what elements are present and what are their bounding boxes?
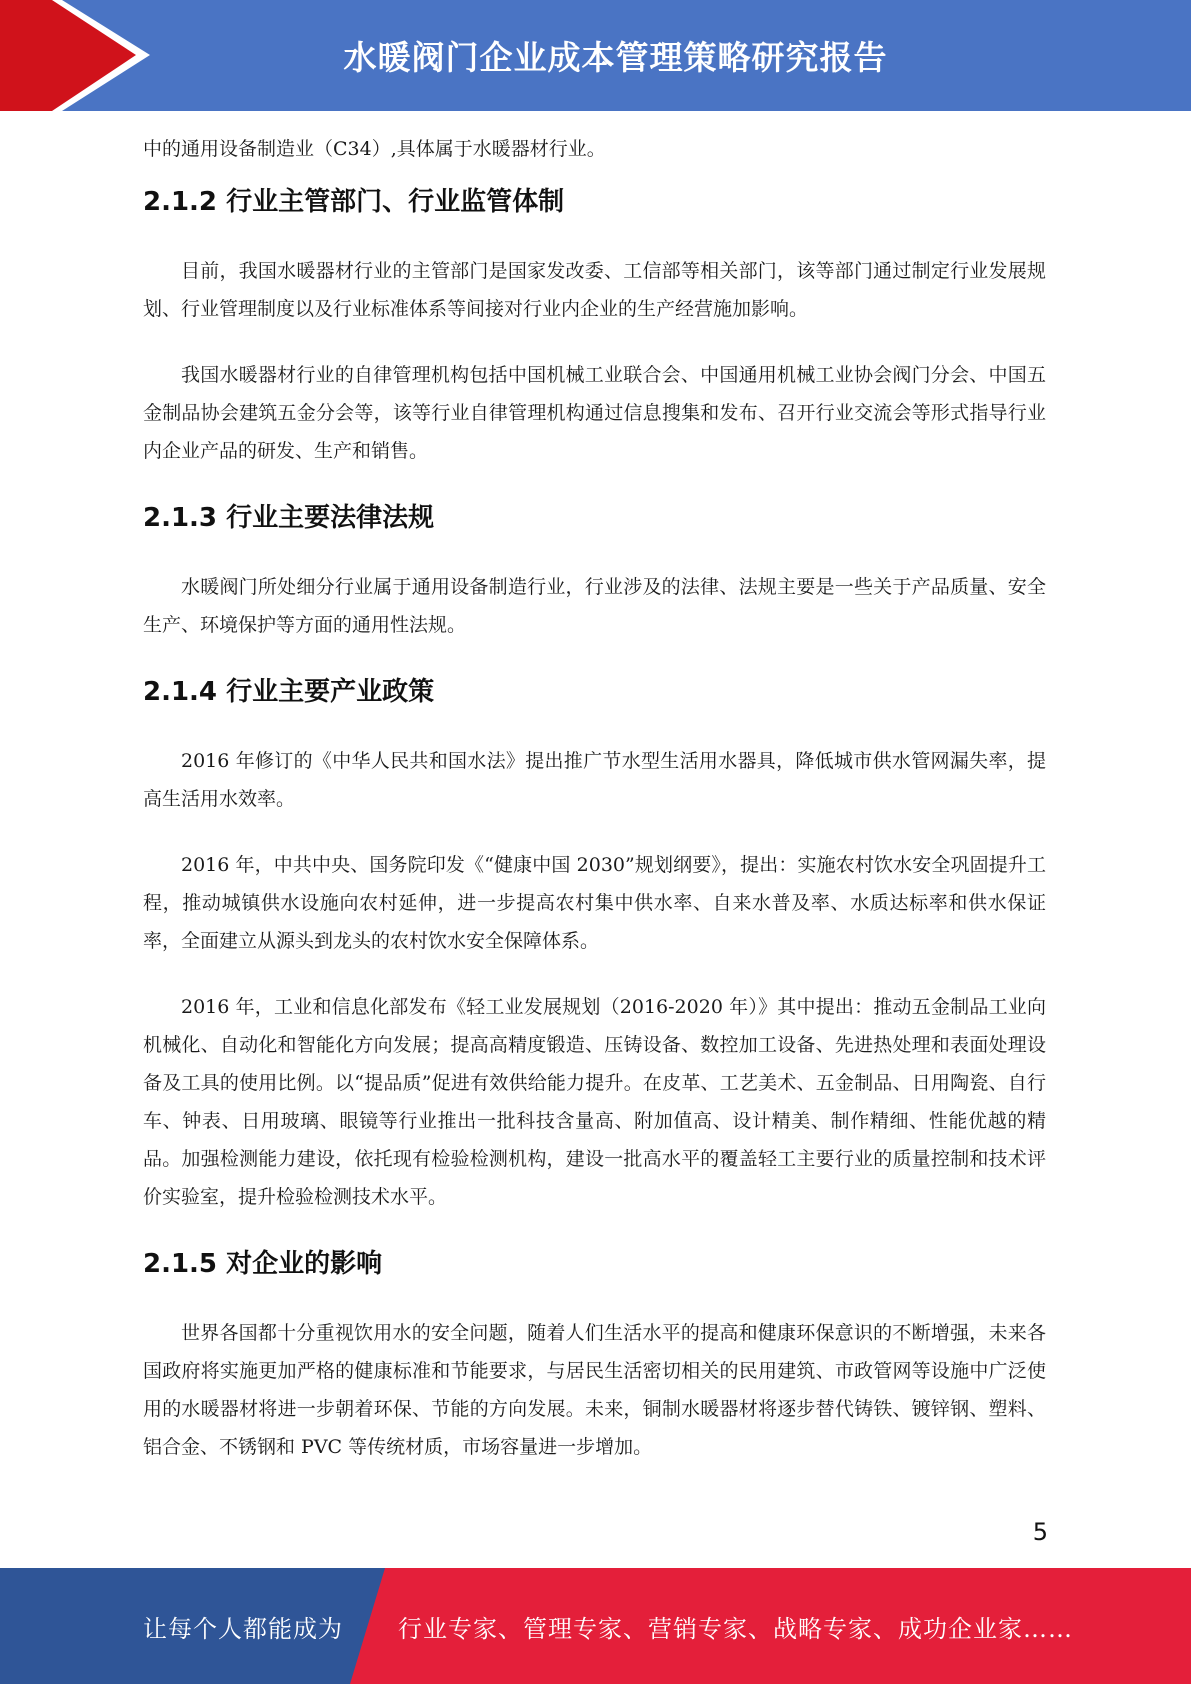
paragraph: 2016 年修订的《中华人民共和国水法》提出推广节水型生活用水器具，降低城市供水管网漏失率，提高生活用水效率。: [143, 750, 1046, 810]
paragraph: 水暖阀门所处细分行业属于通用设备制造行业，行业涉及的法律、法规主要是一些关于产品质量、安全生产、环境保护等方面的通用性法规。: [143, 576, 1046, 636]
paragraph: 我国水暖器材行业的自律管理机构包括中国机械工业联合会、中国通用机械工业协会阀门分会、中国五金制品协会建筑五金分会等，该等行业自律管理机构通过信息搜集和发布、召开行业交流会等形式指导行业内企业产品的研发、生产和销售。: [143, 364, 1046, 462]
page-footer: [0, 1568, 1191, 1684]
footer-slogan-left: 让每个人都能成为: [143, 1614, 343, 1643]
paragraph: 世界各国都十分重视饮用水的安全问题，随着人们生活水平的提高和健康环保意识的不断增强，未来各国政府将实施更加严格的健康标准和节能要求，与居民生活密切相关的民用建筑、市政管网等设施中广泛使用的水暖器材将进一步朝着环保、节能的方向发展。未来，铜制水暖器材将逐步替代铸铁、镀锌钢、塑料、铝合金、不锈钢和 PVC 等传统材质，市场容量进一步增加。: [143, 1322, 1046, 1458]
lead-text: 中的通用设备制造业（C34）,具体属于水暖器材行业。: [143, 138, 606, 160]
section-2-1-2: [143, 182, 1046, 470]
section-heading: 2.1.3 行业主要法律法规: [143, 503, 435, 533]
document-body: [143, 130, 1046, 1494]
section-2-1-4: [143, 672, 1046, 1216]
section-heading: 2.1.2 行业主管部门、行业监管体制: [143, 187, 565, 217]
page-number: 5: [1032, 1518, 1048, 1546]
paragraph: 目前，我国水暖器材行业的主管部门是国家发改委、工信部等相关部门，该等部门通过制定行业发展规划、行业管理制度以及行业标准体系等间接对行业内企业的生产经营施加影响。: [143, 260, 1046, 320]
page-header: [0, 0, 1191, 111]
paragraph: 2016 年，工业和信息化部发布《轻工业发展规划（2016-2020 年）》其中提出：推动五金制品工业向机械化、自动化和智能化方向发展；提高高精度锻造、压铸设备、数控加工设备、先进热处理和表面处理设备及工具的使用比例。以“提品质”促进有效供给能力提升。在皮革、工艺美术、五金制品、日用陶瓷、自行车、钟表、日用玻璃、眼镜等行业推出一批科技含量高、附加值高、设计精美、制作精细、性能优越的精品。加强检测能力建设，依托现有检验检测机构，建设一批高水平的覆盖轻工主要行业的质量控制和技术评价实验室，提升检验检测技术水平。: [143, 996, 1046, 1208]
section-2-1-5: [143, 1244, 1046, 1466]
report-title: 水暖阀门企业成本管理策略研究报告: [343, 38, 888, 77]
header-chevron-decoration: [0, 0, 160, 111]
footer-slogan-right: 行业专家、管理专家、营销专家、战略专家、成功企业家……: [398, 1614, 1073, 1643]
section-heading: 2.1.4 行业主要产业政策: [143, 677, 435, 707]
section-heading: 2.1.5 对企业的影响: [143, 1249, 383, 1279]
section-2-1-3: [143, 498, 1046, 644]
paragraph: 2016 年，中共中央、国务院印发《“健康中国 2030”规划纲要》，提出：实施农村饮水安全巩固提升工程，推动城镇供水设施向农村延伸，进一步提高农村集中供水率、自来水普及率、水质达标率和供水保证率，全面建立从源头到龙头的农村饮水安全保障体系。: [143, 854, 1046, 952]
